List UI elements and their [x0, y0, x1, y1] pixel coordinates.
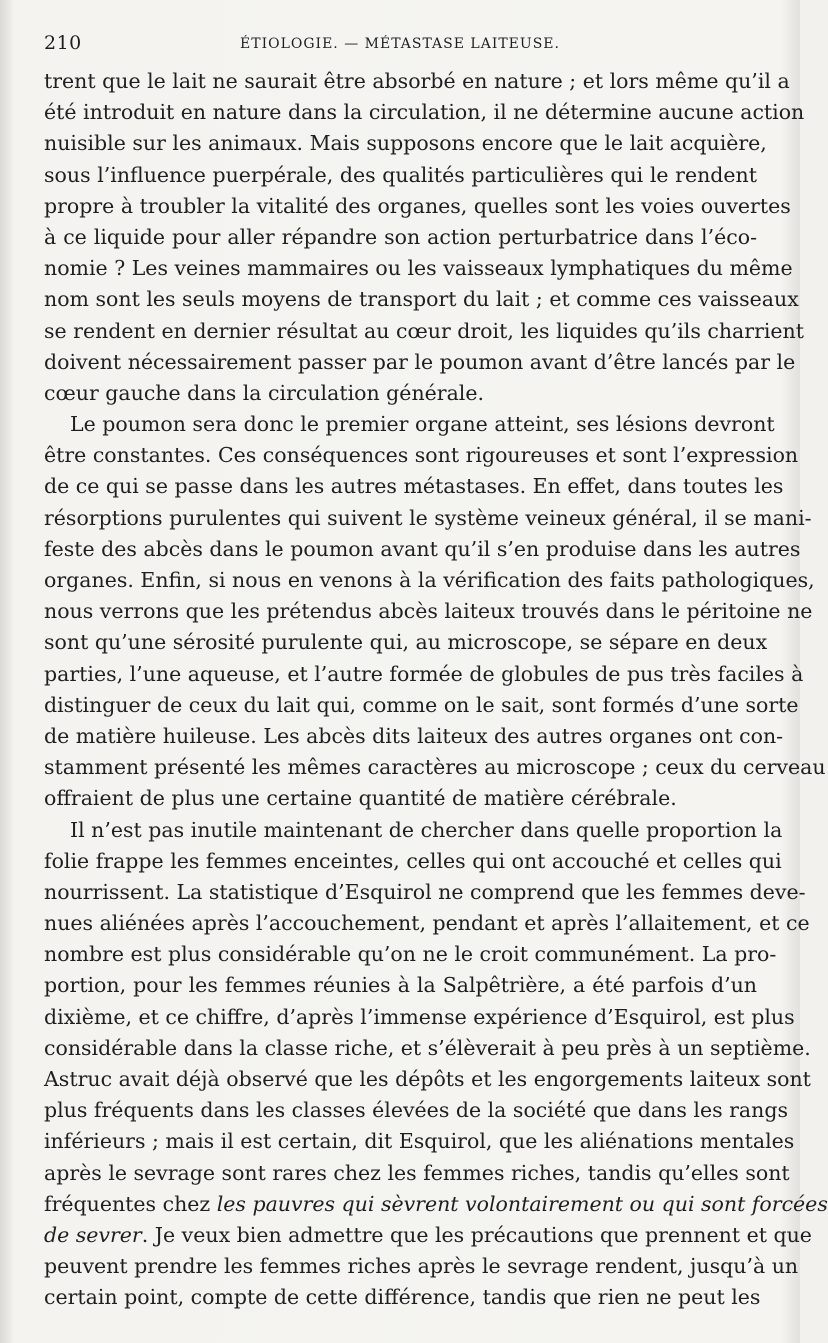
- text-line: peuvent prendre les femmes riches après le sevrage rendent, jusqu’à un: [44, 1254, 799, 1279]
- text-line: être constantes. Ces conséquences sont rigoureuses et sont l’expression: [44, 443, 799, 468]
- text-line-mixed: [44, 1189, 828, 1220]
- text-line: feste des abcès dans le poumon avant qu’il s’en produise dans les autres: [44, 536, 801, 561]
- text-line: de ce qui se passe dans les autres métastases. En effet, dans toutes les: [44, 474, 784, 499]
- text-line: Le poumon sera donc le premier organe atteint, ses lésions devront: [70, 412, 775, 437]
- text-line: été introduit en nature dans la circulation, il ne détermine aucune action: [44, 100, 805, 125]
- text-line: nombre est plus considérable qu’on ne le croit communément. La pro-: [44, 942, 777, 967]
- text-line: folie frappe les femmes enceintes, celles qui ont accouché et celles qui: [44, 848, 782, 873]
- text-line: portion, pour les femmes réunies à la Salpêtrière, a été parfois d’un: [44, 973, 757, 998]
- page-number: 210: [44, 32, 82, 54]
- text-line: nom sont les seuls moyens de transport du lait ; et comme ces vaisseaux: [44, 287, 799, 312]
- text-line: de matière huileuse. Les abcès dits laiteux des autres organes ont con-: [44, 723, 784, 748]
- text-line: considérable dans la classe riche, et s’élèverait à peu près à un septième.: [44, 1035, 811, 1060]
- text-line: plus fréquents dans les classes élevées de la société que dans les rangs: [44, 1098, 788, 1123]
- text-line: cœur gauche dans la circulation générale.: [44, 380, 484, 405]
- text-line: résorptions purulentes qui suivent le système veineux général, il se mani-: [44, 505, 812, 530]
- text-line: doivent nécessairement passer par le poumon avant d’être lancés par le: [44, 349, 796, 374]
- text-line-mixed: [44, 1220, 812, 1251]
- text-line: sont qu’une sérosité purulente qui, au microscope, se sépare en deux: [44, 630, 768, 655]
- text-line: propre à troubler la vitalité des organes, quelles sont les voies ouvertes: [44, 193, 791, 218]
- running-head: ÉTIOLOGIE. — MÉTASTASE LAITEUSE.: [240, 36, 560, 52]
- text-line: stamment présenté les mêmes caractères au microscope ; ceux du cerveau: [44, 755, 826, 780]
- text-line: nuisible sur les animaux. Mais supposons encore que le lait acquière,: [44, 131, 767, 156]
- text-line: après le sevrage sont rares chez les femmes riches, tandis qu’elles sont: [44, 1160, 790, 1185]
- text-line: se rendent en dernier résultat au cœur droit, les liquides qu’ils charrient: [44, 318, 804, 343]
- text-line: sous l’influence puerpérale, des qualités particulières qui le rendent: [44, 162, 757, 187]
- text-line: Il n’est pas inutile maintenant de chercher dans quelle proportion la: [70, 817, 783, 842]
- text-line: nomie ? Les veines mammaires ou les vaisseaux lymphatiques du même: [44, 256, 793, 281]
- text-line: Astruc avait déjà observé que les dépôts et les engorgements laiteux sont: [44, 1067, 811, 1091]
- text-line: organes. Enfin, si nous en venons à la vérification des faits pathologiques,: [44, 568, 815, 592]
- text-segment: fréquentes chez: [44, 1191, 217, 1216]
- text-line: offraient de plus une certaine quantité de matière cérébrale.: [44, 786, 677, 811]
- text-line: nous verrons que les prétendus abcès laiteux trouvés dans le péritoine ne: [44, 599, 813, 624]
- text-line: trent que le lait ne saurait être absorbé en nature ; et lors même qu’il a: [44, 69, 790, 93]
- text-line: à ce liquide pour aller répandre son action perturbatrice dans l’éco-: [44, 224, 757, 249]
- page-header: [44, 30, 756, 60]
- text-line: certain point, compte de cette différence, tandis que rien ne peut les: [44, 1285, 761, 1310]
- text-line: inférieurs ; mais il est certain, dit Esquirol, que les aliénations mentales: [44, 1129, 795, 1154]
- italic-quote: les pauvres qui sèvrent volontairement ou qui sont forcées: [216, 1191, 828, 1216]
- text-line: distinguer de ceux du lait qui, comme on le sait, sont formés d’une sorte: [44, 692, 799, 717]
- text-line: nues aliénées après l’accouchement, pendant et après l’allaitement, et ce: [44, 911, 810, 936]
- text-segment: . Je veux bien admettre que les précautions que prennent et que: [141, 1222, 812, 1247]
- body-text: [44, 66, 828, 1314]
- text-line: nourrissent. La statistique d’Esquirol ne comprend que les femmes deve-: [44, 879, 806, 904]
- text-line: parties, l’une aqueuse, et l’autre formée de globules de pus très faciles à: [44, 661, 804, 686]
- text-line: dixième, et ce chiffre, d’après l’immense expérience d’Esquirol, est plus: [44, 1004, 795, 1029]
- italic-quote: de sevrer: [44, 1222, 142, 1247]
